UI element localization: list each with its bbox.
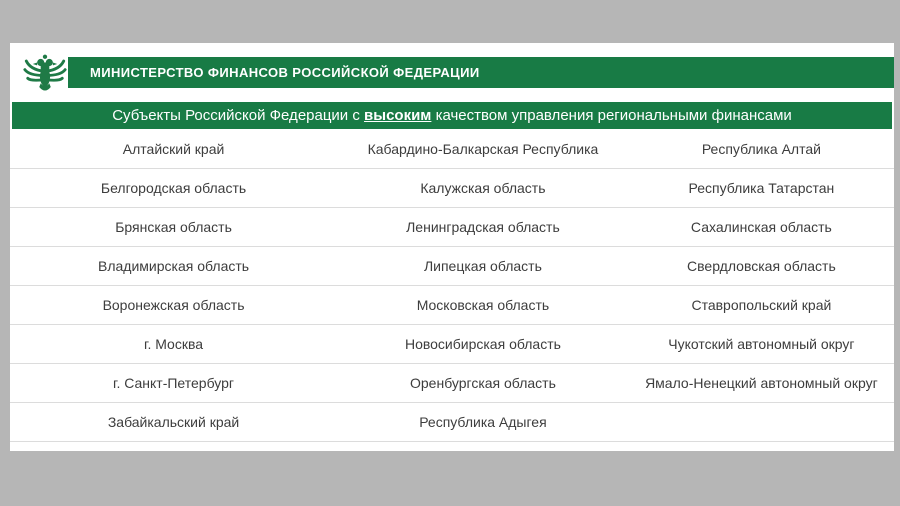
region-cell: г. Санкт-Петербург xyxy=(113,375,235,391)
region-cell: Московская область xyxy=(416,297,550,313)
region-cell: Республика Алтай xyxy=(701,141,821,157)
region-cell: Брянская область xyxy=(115,219,232,235)
region-cell: Воронежская область xyxy=(102,297,245,313)
region-cell: Оренбургская область xyxy=(410,375,556,391)
region-cell: Сахалинская область xyxy=(690,219,832,235)
subtitle-highlight: высоким xyxy=(364,107,432,124)
region-cell: Ленинградская область xyxy=(406,219,560,235)
region-cell: Ставропольский край xyxy=(691,297,832,313)
subtitle-prefix: Субъекты Российской Федерации с xyxy=(112,107,365,124)
region-cell: Владимирская область xyxy=(98,258,250,274)
regions-table xyxy=(10,130,894,442)
region-cell: Чукотский автономный округ xyxy=(668,336,855,352)
table-row xyxy=(10,208,894,247)
region-cell: Новосибирская область xyxy=(404,336,561,352)
region-cell: Липецкая область xyxy=(423,258,542,274)
region-cell: Ямало-Ненецкий автономный округ xyxy=(645,375,878,391)
ministry-banner xyxy=(68,57,894,88)
region-cell: Калужская область xyxy=(420,180,546,196)
table-row xyxy=(10,325,894,364)
region-cell: г. Москва xyxy=(144,336,204,352)
table-row xyxy=(10,403,894,442)
region-cell: Белгородская область xyxy=(100,180,247,196)
table-row xyxy=(10,130,894,169)
table-row xyxy=(10,364,894,403)
table-row xyxy=(10,286,894,325)
subtitle-suffix: качеством управления региональными финансами xyxy=(431,107,792,124)
table-row xyxy=(10,247,894,286)
region-cell: Алтайский край xyxy=(122,141,225,157)
region-cell: Республика Адыгея xyxy=(419,414,547,430)
region-cell: Республика Татарстан xyxy=(688,180,835,196)
minfin-eagle-emblem-icon xyxy=(22,51,68,97)
region-cell: Забайкальский край xyxy=(107,414,240,430)
ministry-title: МИНИСТЕРСТВО ФИНАНСОВ РОССИЙСКОЙ ФЕДЕРАЦИИ xyxy=(90,65,480,80)
content-panel xyxy=(10,43,894,451)
subtitle-banner xyxy=(12,102,892,129)
region-cell: Кабардино-Балкарская Республика xyxy=(367,141,599,157)
table-row xyxy=(10,169,894,208)
region-cell: Свердловская область xyxy=(687,258,836,274)
